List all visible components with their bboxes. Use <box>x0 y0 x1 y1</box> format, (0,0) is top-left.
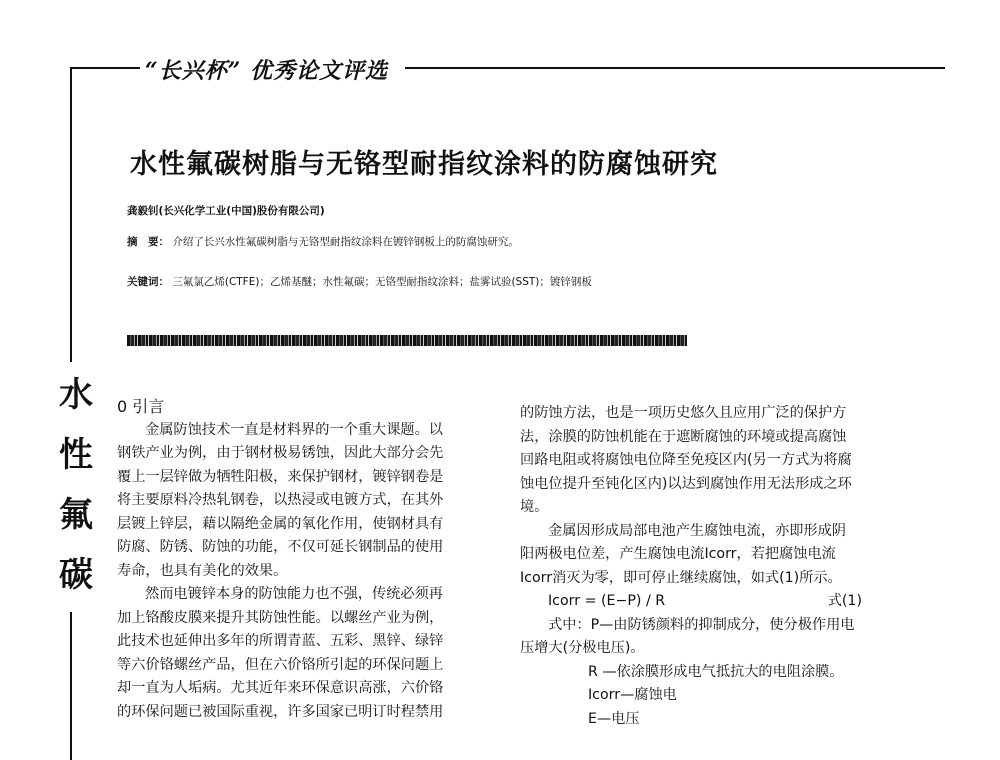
text-line: 式中：P—由防锈颜料的抑制成分，使分极作用电 <box>548 616 855 633</box>
author: 龚毅钊(长兴化学工业(中国)股份有限公司) <box>127 205 325 217</box>
text-line: Icorr消灭为零，即可停止继续腐蚀，如式(1)所示。 <box>520 569 842 586</box>
paper-title: 水性氟碳树脂与无铬型耐指纹涂料的防腐蚀研究 <box>130 149 718 180</box>
text-line: 的环保问题已被国际重视，许多国家已明订时程禁用 <box>117 703 444 720</box>
text-line: 蚀电位提升至钝化区内)以达到腐蚀作用无法形成之环 <box>520 475 852 492</box>
left-margin-rule-top <box>70 67 72 362</box>
text-line: 加上铬酸皮膜来提升其防蚀性能。以螺丝产业为例， <box>117 609 444 626</box>
text-line: E—电压 <box>588 710 640 727</box>
left-column <box>117 395 489 724</box>
text-line: 回路电阻或将腐蚀电位降至免疫区内(另一方式为将腐 <box>520 452 852 468</box>
formula-label: 式(1) <box>827 593 862 609</box>
text-line: 金属防蚀技术一直是材料界的一个重大课题。以 <box>145 421 443 438</box>
text-line: 的防蚀方法，也是一项历史悠久且应用广泛的保护方 <box>520 405 847 421</box>
text-line: 阳两极电位差，产生腐蚀电流Icorr，若把腐蚀电流 <box>520 546 836 562</box>
right-column <box>520 402 892 731</box>
text-line: 境。 <box>520 499 549 515</box>
left-margin-rule-bottom <box>70 612 72 760</box>
text-line: 法，涂膜的防蚀机能在于遮断腐蚀的环境或提高腐蚀 <box>520 428 847 445</box>
section-heading: 0 引言 <box>117 397 165 416</box>
formula-row <box>520 590 892 614</box>
text-line: 却一直为人垢病。尤其近年来环保意识高涨，六价铬 <box>117 680 444 696</box>
text-line: 钢铁产业为例，由于钢材极易锈蚀，因此大部分会先 <box>117 445 444 461</box>
text-line: 压增大(分极电压)。 <box>520 640 645 656</box>
text-line: 金属因形成局部电池产生腐蚀电流，亦即形成阴 <box>548 522 846 539</box>
keywords-label: 关键词： <box>127 276 169 288</box>
keywords-line <box>127 274 592 289</box>
text-line: 将主要原料冷热轧钢卷，以热浸或电镀方式，在其外 <box>117 492 444 508</box>
text-line: 此技术也延伸出多年的所谓青蓝、五彩、黑锌、绿锌 <box>117 633 444 649</box>
abstract-label: 摘 要： <box>127 236 169 248</box>
right-column-body-continued <box>520 614 892 732</box>
side-title-char: 氟 <box>59 495 93 535</box>
text-line: 防腐、防锈、防蚀的功能，不仅可延长钢制品的使用 <box>117 539 444 555</box>
formula: Icorr = (E−P) / R <box>548 593 666 609</box>
text-line: R —依涂膜形成电气抵抗大的电阻涂膜。 <box>588 663 844 680</box>
right-column-body <box>520 402 892 590</box>
decorative-scanline-bar <box>127 335 687 346</box>
abstract-line <box>127 234 519 249</box>
header-rule-left <box>70 67 140 69</box>
side-title-char: 水 <box>59 375 93 415</box>
series-title: “长兴杯” 优秀论文评选 <box>145 58 388 84</box>
text-line: Icorr—腐蚀电 <box>588 687 677 703</box>
text-line: 等六价铬螺丝产品，但在六价铬所引起的环保问题上 <box>117 656 444 673</box>
text-line: 寿命，也具有美化的效果。 <box>117 562 288 579</box>
keywords-text: 三氟氯乙烯(CTFE)；乙烯基醚；水性氟碳；无铬型耐指纹涂料；盐雾试验(SST)；镀锌钢板 <box>172 276 592 288</box>
header-rule-right <box>405 67 945 69</box>
left-column-body <box>117 419 489 725</box>
author-line <box>127 203 325 218</box>
text-line: 层镀上锌层，藉以隔绝金属的氧化作用，使钢材具有 <box>117 515 444 532</box>
text-line: 然而电镀锌本身的防蚀能力也不强，传统必须再 <box>145 586 443 602</box>
side-title-char: 性 <box>59 435 93 475</box>
side-title-char: 碳 <box>59 555 93 595</box>
abstract-text: 介绍了长兴水性氟碳树脂与无铬型耐指纹涂料在镀锌钢板上的防腐蚀研究。 <box>172 236 519 248</box>
text-line: 覆上一层锌做为牺牲阳极，来保护钢材，镀锌钢卷是 <box>117 468 444 485</box>
